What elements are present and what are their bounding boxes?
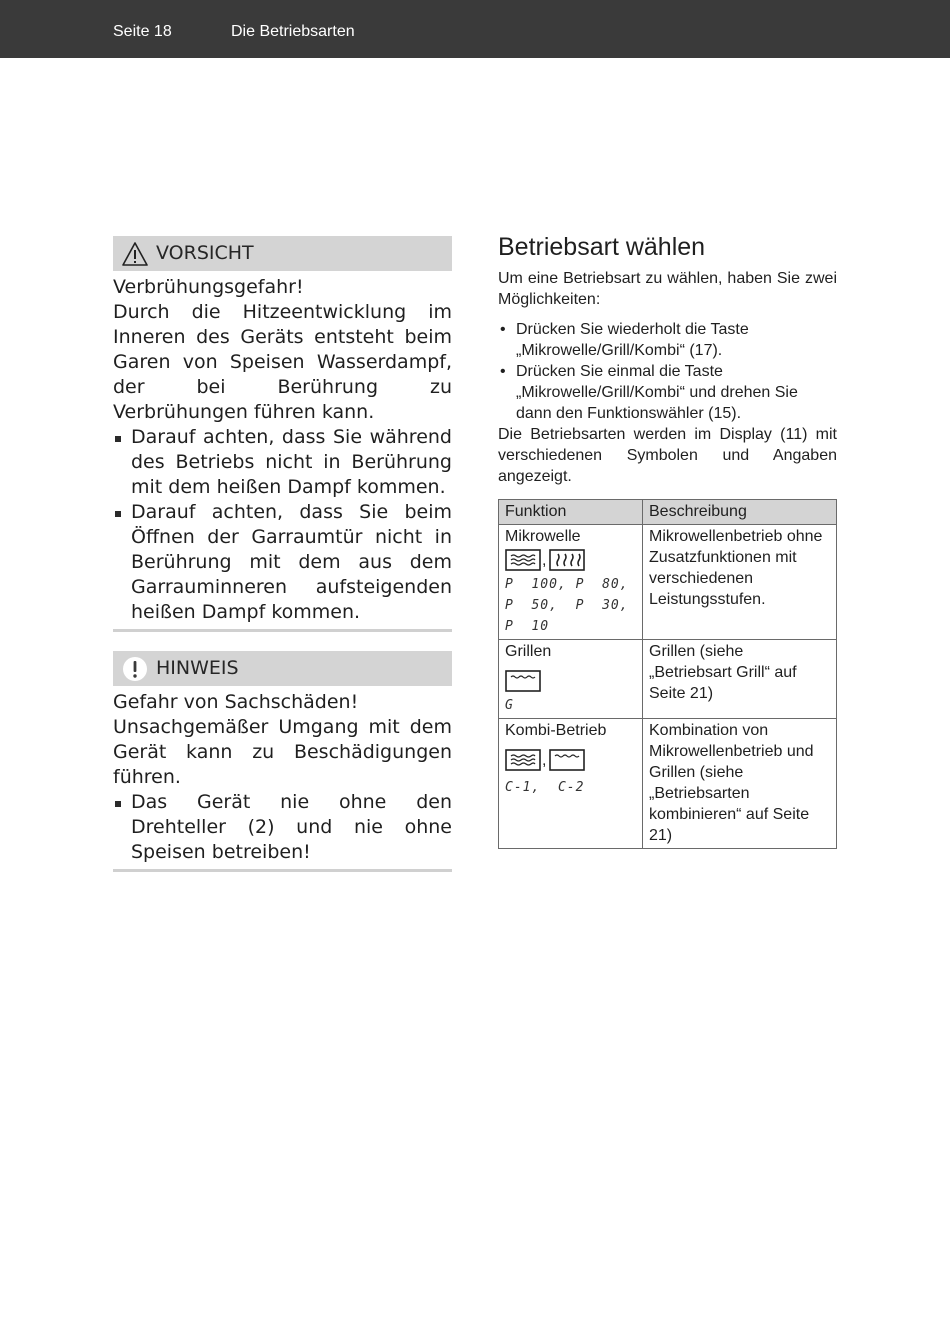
vorsicht-box (113, 236, 452, 632)
right-column (498, 232, 837, 849)
warning-triangle-icon (122, 241, 148, 267)
symbol-separator: , (542, 552, 547, 569)
vorsicht-label: VORSICHT (156, 242, 254, 264)
description-cell: Grillen (siehe „Betriebsart Grill“ auf Seite 21) (643, 640, 837, 719)
left-column (113, 236, 452, 872)
hinweis-header (113, 651, 452, 686)
column-header: Beschreibung (643, 500, 837, 525)
table-row (499, 640, 837, 719)
list-item: Das Gerät nie ohne den Drehteller (2) und nie ohne Speisen betreiben! (113, 790, 452, 865)
list-item: • Drücken Sie wiederholt die Taste „Mikrowelle/Grill/Kombi“ (17). (498, 319, 837, 361)
function-name: Kombi-Betrieb (505, 722, 607, 739)
vorsicht-header (113, 236, 452, 271)
description-cell: Kombination von Mikrowellenbetrieb und Grillen (siehe „Betriebsarten kombinieren“ auf Seite 21) (643, 719, 837, 849)
function-cell (499, 525, 643, 640)
vorsicht-title: Verbrühungsgefahr! (113, 276, 304, 298)
table-header-row (499, 500, 837, 525)
exclamation-circle-icon (122, 656, 148, 682)
hinweis-box (113, 651, 452, 872)
display-code: C-1, C-2 (505, 780, 585, 795)
description-cell: Mikrowellenbetrieb ohne Zusatzfunktionen mit verschiedenen Leistungsstufen. (643, 525, 837, 640)
table-row (499, 719, 837, 849)
operating-modes-table (498, 499, 837, 849)
microwave-icon (505, 549, 541, 571)
hinweis-title: Gefahr von Sachschäden! (113, 691, 359, 713)
outro-text: Die Betriebsarten werden im Display (11) mit verschiedenen Symbolen und Angaben angezeigt. (498, 426, 837, 485)
list-item: Darauf achten, dass Sie beim Öffnen der Garraumtür nicht in Berührung mit dem aus dem Garrauminneren aufsteigenden heißen Dampf kommen. (113, 500, 452, 625)
intro-text: Um eine Betriebsart zu wählen, haben Sie zwei Möglichkeiten: (498, 270, 837, 308)
function-cell (499, 640, 643, 719)
list-item: Darauf achten, dass Sie während des Betriebs nicht in Berührung mit dem heißen Dampf kommen. (113, 425, 452, 500)
grill-icon (549, 749, 585, 771)
divider (113, 869, 452, 872)
section-heading: Betriebsart wählen (498, 233, 706, 261)
column-header: Funktion (499, 500, 643, 525)
function-name: Mikrowelle (505, 528, 581, 545)
hinweis-list (113, 790, 452, 865)
function-name: Grillen (505, 643, 552, 660)
display-code: P 10 (505, 619, 550, 634)
options-list (498, 319, 837, 424)
symbol-separator: , (542, 752, 547, 769)
table-row (499, 525, 837, 640)
hinweis-text: Unsachgemäßer Umgang mit dem Gerät kann zu Beschädigungen führen. (113, 716, 452, 788)
vorsicht-text: Durch die Hitzeentwicklung im Inneren des Geräts entsteht beim Garen von Speisen Wasserdampf, der bei Berührung zu Verbrühungen führen kann. (113, 301, 452, 423)
display-code: P 50, P 30, (505, 598, 629, 613)
microwave-icon (505, 749, 541, 771)
divider (113, 629, 452, 632)
hinweis-label: HINWEIS (156, 657, 239, 679)
vorsicht-list (113, 425, 452, 625)
grill-icon (505, 670, 541, 692)
display-code: P 100, P 80, (505, 577, 629, 592)
microwave-waves-icon (549, 549, 585, 571)
chapter-title: Die Betriebsarten (231, 23, 355, 40)
list-item: • Drücken Sie einmal die Taste „Mikrowelle/Grill/Kombi“ und drehen Sie dann den Funktionswähler (15). (498, 361, 837, 424)
page-number: Seite 18 (113, 23, 172, 40)
function-cell (499, 719, 643, 849)
display-code: G (505, 698, 514, 713)
page-header (0, 0, 950, 58)
